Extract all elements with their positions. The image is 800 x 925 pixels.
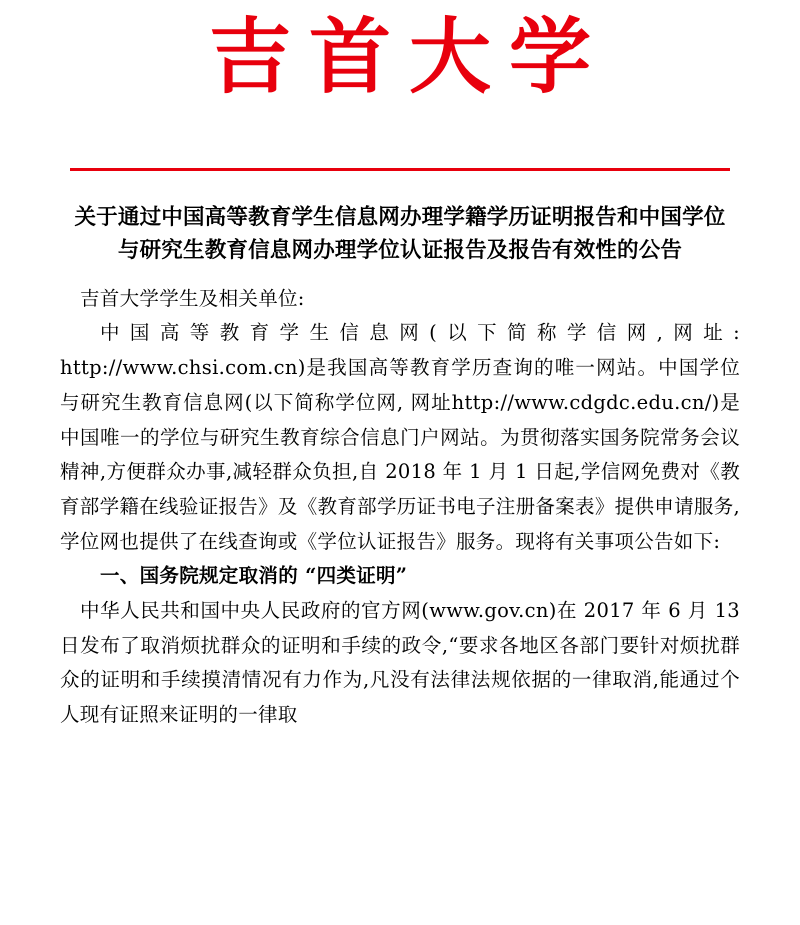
university-name: 吉首大学 [208, 9, 609, 105]
paragraph-intro: 中国高等教育学生信息网(以下简称学信网,网址: http://www.chsi.com.cn)是我国高等教育学历查询的唯一网站。中国学位与研究生教育信息网(以下简称学位网, 网址http://www.cdgdc.edu.cn/)是中国唯一的学位与研究生教育综合信息门户网站。为贯彻落实国务院常务会议精神,方便群众办事,减轻群众负担,自 2018 年 1 月 1 日起,学信网免费对《教育部学籍在线验证报告》及《教育部学历证书电子注册备案表》提供申请服务,学位网也提供了在线查询或《学位认证报告》服务。现将有关事项公告如下: [60, 321, 740, 553]
red-divider-rule [70, 168, 730, 171]
section-one-paragraph: 中华人民共和国中央人民政府的官方网(www.gov.cn)在 2017 年 6 月 13 日发布了取消烦扰群众的证明和手续的政令,“要求各地区各部门要针对烦扰群众的证明和手续摸清情况有力作为,凡没有法律法规依据的一律取消,能通过个人现有证照来证明的一律取 [60, 599, 740, 727]
document-body [60, 282, 740, 733]
section-heading-one: 一、国务院规定取消的 “四类证明” [100, 564, 408, 588]
page-title: 关于通过中国高等教育学生信息网办理学籍学历证明报告和中国学位与研究生教育信息网办理学位认证报告及报告有效性的公告 [74, 205, 726, 264]
salutation: 吉首大学学生及相关单位: [80, 286, 305, 310]
masthead [60, 0, 740, 105]
